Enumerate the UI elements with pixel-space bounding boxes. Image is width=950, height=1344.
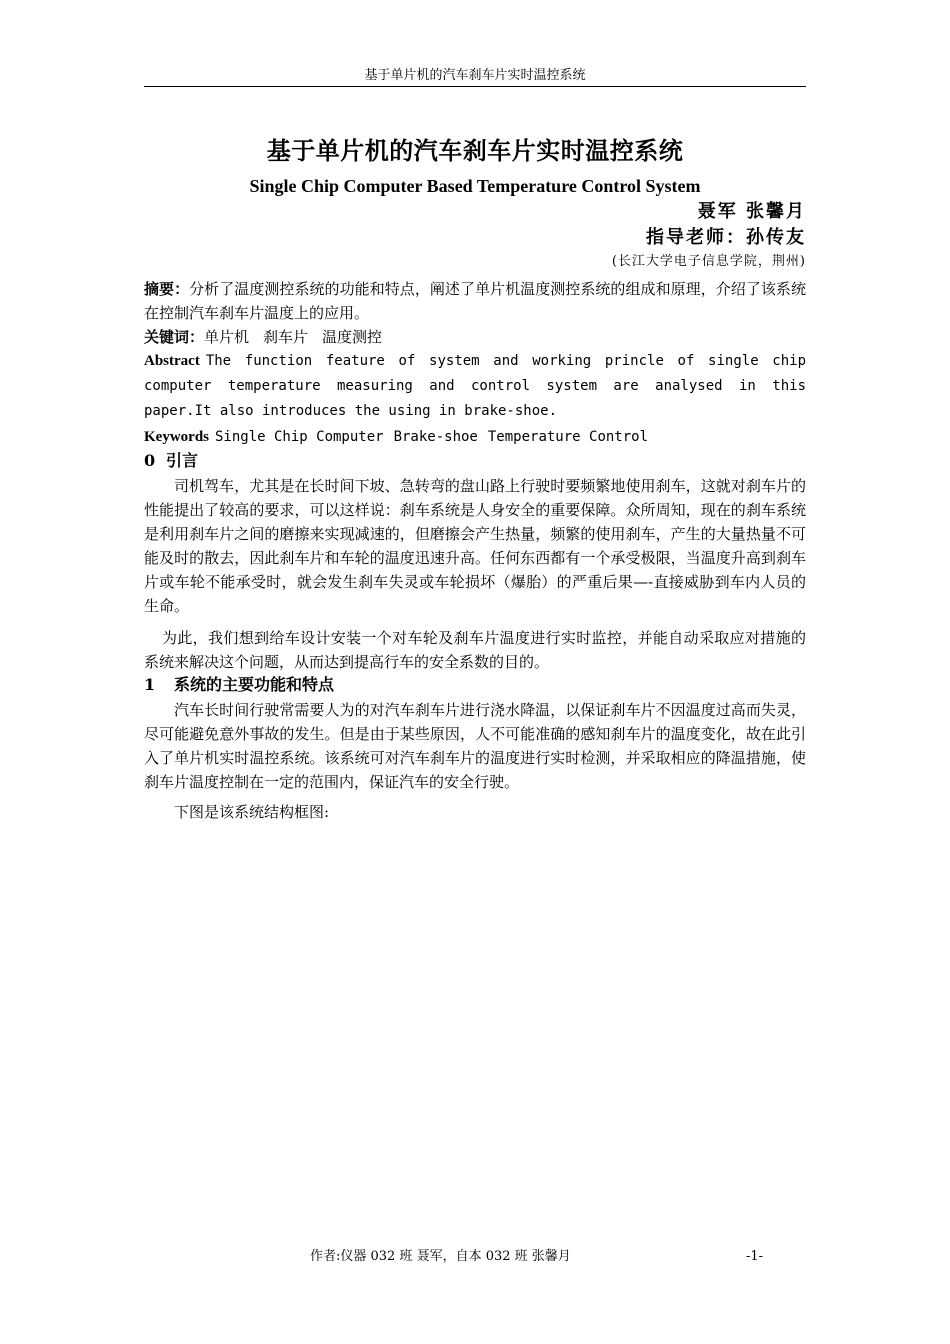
section-heading-functions — [144, 674, 334, 696]
abstract-chinese-text: 分析了温度测控系统的功能和特点，阐述了单片机温度测控系统的组成和原理，介绍了该系统在控制汽车刹车片温度上的应用。 — [144, 280, 806, 322]
keyword-english-1: Single Chip Computer — [215, 429, 384, 445]
section-title: 系统的主要功能和特点 — [174, 675, 335, 694]
section-title: 引言 — [166, 451, 199, 470]
abstract-english — [144, 349, 806, 424]
header-rule — [144, 86, 806, 87]
author-names: 聂军 张馨月 — [697, 201, 806, 222]
abstract-chinese-label: 摘要： — [144, 280, 190, 298]
section-heading-introduction — [144, 450, 198, 472]
body-paragraph: 为此，我们想到给车设计安装一个对车轮及刹车片温度进行实时监控，并能自动采取应对措施的系统来解决这个问题，从而达到提高行车的安全系数的目的。 — [144, 629, 806, 671]
advisor-name: 指导老师：孙传友 — [646, 227, 806, 248]
keywords-chinese — [144, 325, 806, 349]
keyword-chinese-3: 温度测控 — [322, 328, 383, 346]
keyword-chinese-1: 单片机 — [204, 328, 250, 346]
paper-title-chinese: 基于单片机的汽车刹车片实时温控系统 — [266, 136, 684, 165]
body-paragraph: 汽车长时间行驶常需要人为的对汽车刹车片进行浇水降温，以保证刹车片不因温度过高而失灵，尽可能避免意外事故的发生。但是由于某些原因，人不可能准确的感知刹车片的温度变化，故在此引入了单片机实时温控系统。该系统可对汽车刹车片的温度进行实时检测，并采取相应的降温措施，使刹车片温度控制在一定的范围内，保证汽车的安全行驶。 — [144, 701, 806, 791]
keywords-english — [144, 425, 806, 449]
keywords-english-label: Keywords — [144, 429, 209, 445]
footer-author-line: 作者:仪器 032 班 聂军，自本 032 班 张馨月 — [310, 1249, 571, 1264]
abstract-english-label: Abstract — [144, 353, 200, 369]
abstract-chinese — [144, 277, 806, 325]
keyword-english-2: Brake-shoe — [393, 429, 478, 445]
paper-title-english: Single Chip Computer Based Temperature Control System — [249, 176, 701, 196]
section-number: 0 — [144, 451, 156, 470]
section-number: 1 — [144, 675, 156, 694]
keyword-english-3: Temperature Control — [487, 429, 649, 445]
keywords-chinese-label: 关键词： — [144, 328, 205, 346]
affiliation: (长江大学电子信息学院，荆州) — [611, 254, 806, 269]
page-number: -1- — [746, 1249, 764, 1264]
abstract-english-text: The function feature of system and working princle of single chip computer temperature measuring and control system are analysed in this paper.It also introduces the using in brake-shoe. — [144, 353, 806, 419]
body-paragraph: 下图是该系统结构框图: — [174, 803, 330, 821]
running-header: 基于单片机的汽车刹车片实时温控系统 — [364, 68, 586, 83]
body-paragraph: 司机驾车，尤其是在长时间下坡、急转弯的盘山路上行驶时要频繁地使用刹车，这就对刹车片的性能提出了较高的要求，可以这样说：刹车系统是人身安全的重要保障。众所周知，现在的刹车系统是利用刹车片之间的磨擦来实现减速的，但磨擦会产生热量，频繁的使用刹车，产生的大量热量不可能及时的散去，因此刹车片和车轮的温度迅速升高。任何东西都有一个承受极限，当温度升高到刹车片或车轮不能承受时，就会发生刹车失灵或车轮损坏（爆胎）的严重后果—-直接威胁到车内人员的生命。 — [144, 477, 806, 615]
keyword-chinese-2: 刹车片 — [263, 328, 309, 346]
